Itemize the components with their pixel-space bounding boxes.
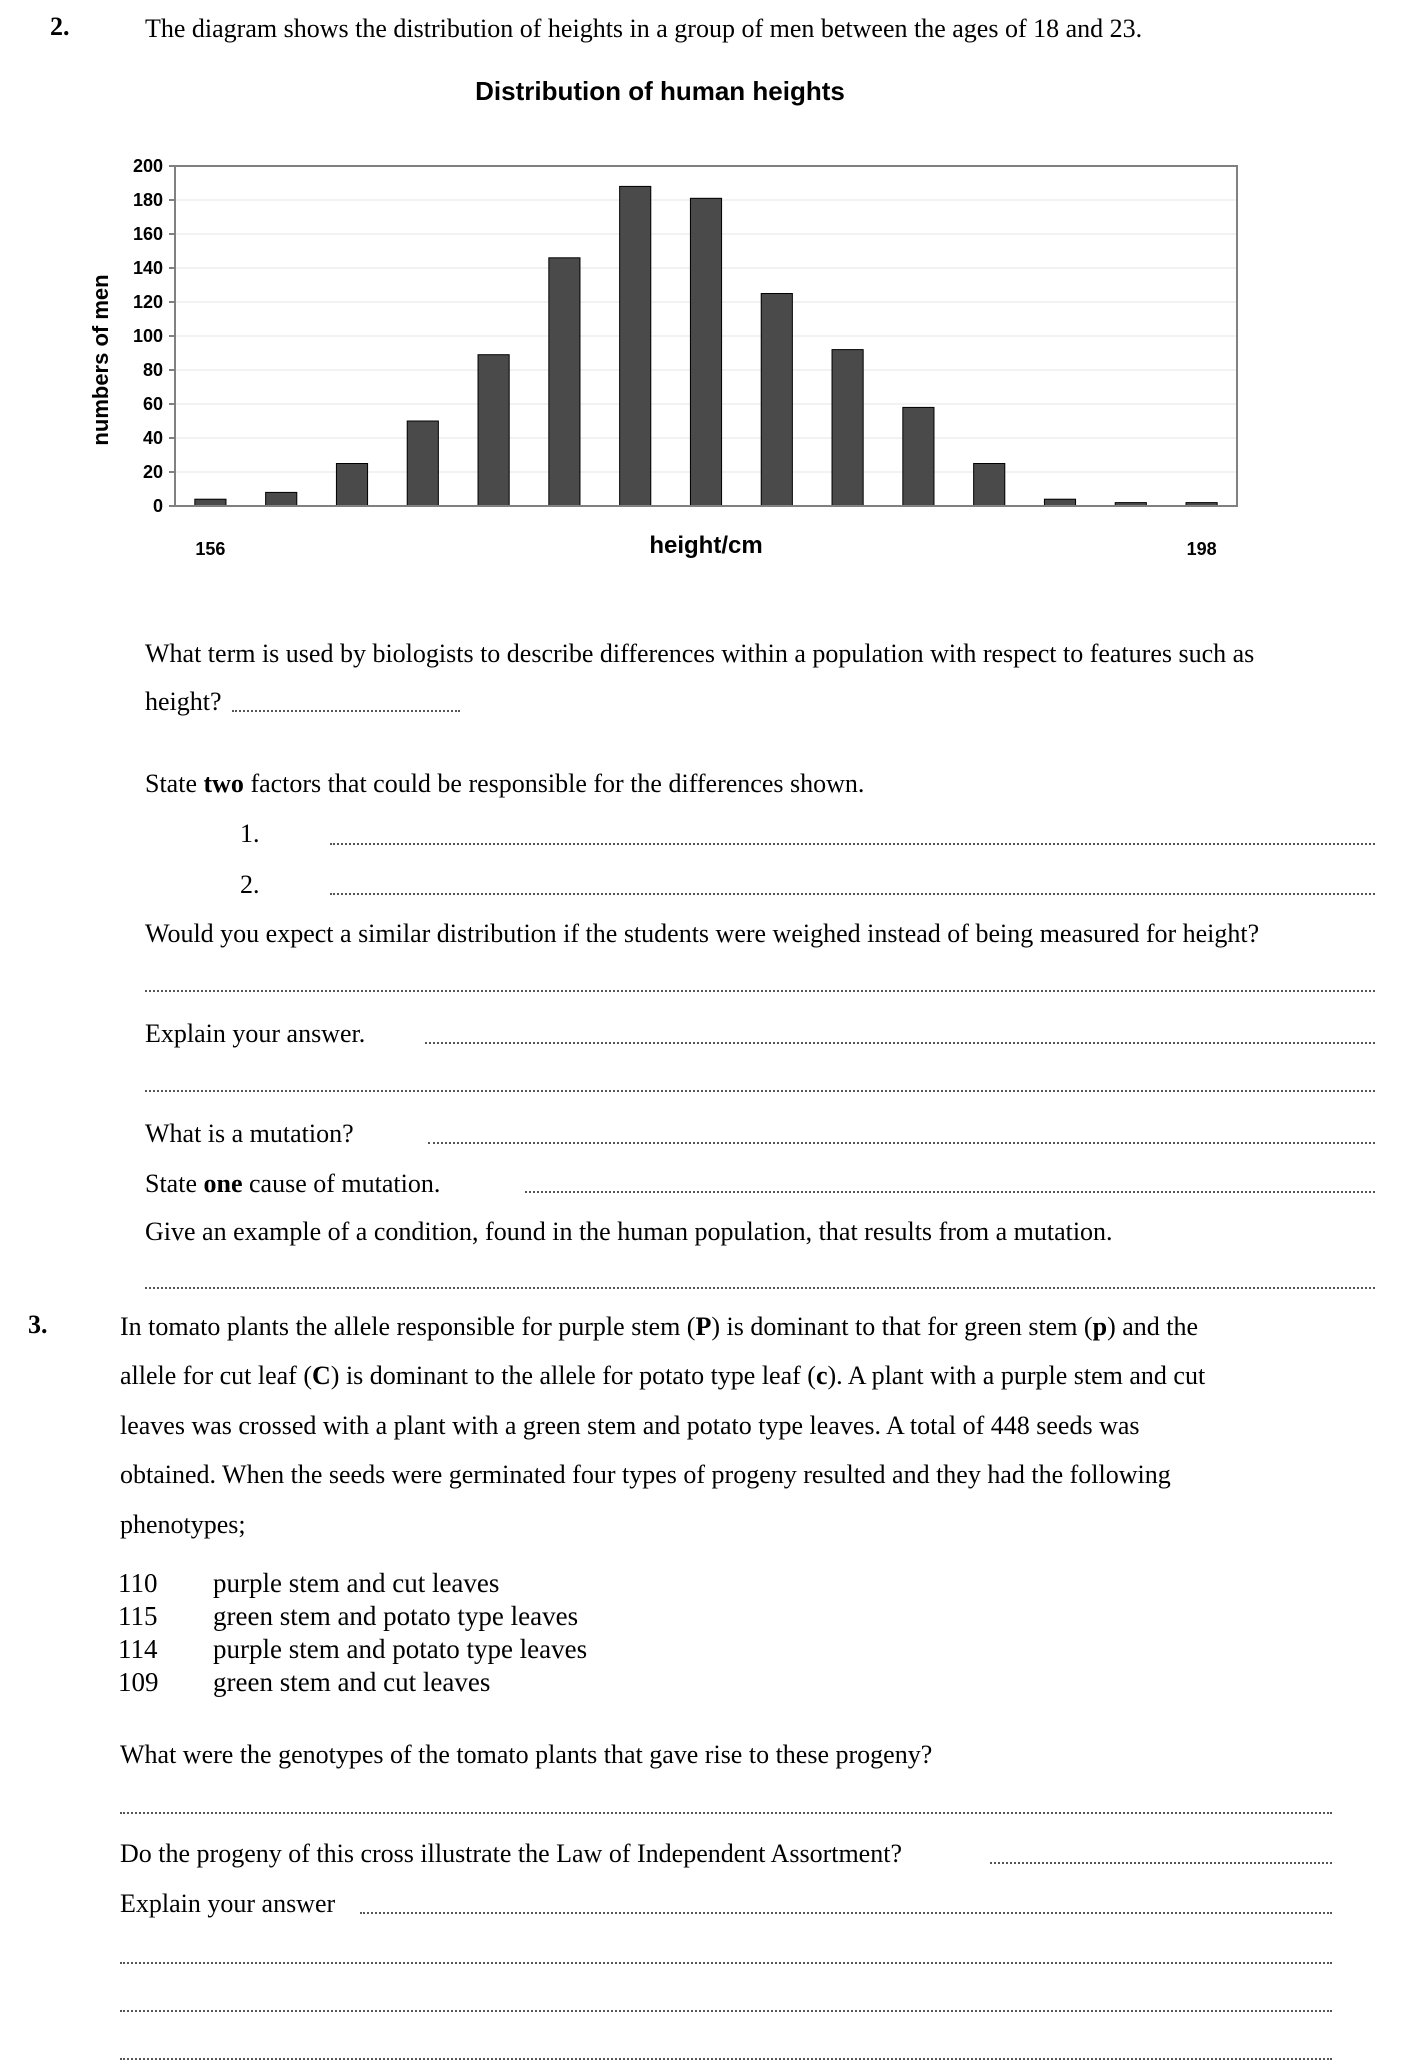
bar <box>1044 499 1075 506</box>
q3-p2-b: C <box>312 1361 331 1390</box>
question-cause-post: cause of mutation. <box>242 1169 441 1198</box>
progeny-count: 114 <box>118 1634 158 1664</box>
table-row <box>118 1600 587 1633</box>
progeny-phenotype: purple stem and cut leaves <box>213 1568 500 1598</box>
y-tick-label: 140 <box>132 258 163 278</box>
table-row <box>118 1567 587 1600</box>
q3-p2-e: ). A plant with a purple stem and cut <box>827 1361 1206 1390</box>
y-axis-label: numbers of men <box>88 274 113 446</box>
y-tick-label: 40 <box>142 428 163 448</box>
y-tick-label: 180 <box>132 190 163 210</box>
answer-line-factor-1[interactable] <box>330 843 1375 845</box>
progeny-phenotype: purple stem and potato type leaves <box>213 1634 588 1664</box>
progeny-phenotype: green stem and potato type leaves <box>213 1601 579 1631</box>
y-tick-label: 160 <box>132 224 163 244</box>
y-tick-label: 80 <box>142 360 163 380</box>
q3-p2-c: ) is dominant to the allele for potato type leaf ( <box>330 1361 816 1390</box>
bar <box>336 464 367 507</box>
question-law: Do the progeny of this cross illustrate the Law of Independent Assortment? <box>120 1839 902 1868</box>
q3-paragraph-line1 <box>120 1310 1198 1344</box>
question-factors <box>145 767 864 801</box>
question-weight: Would you expect a similar distribution if the students were weighed instead of being measured for height? <box>145 919 1260 948</box>
q3-paragraph-line5: phenotypes; <box>120 1510 246 1539</box>
answer-line-mutation[interactable] <box>428 1142 1375 1144</box>
bar <box>195 499 226 506</box>
bar <box>974 464 1005 507</box>
bar <box>266 492 297 506</box>
question-cause-pre: State <box>145 1169 204 1198</box>
question-term-line2: height? <box>145 687 222 716</box>
progeny-count: 110 <box>118 1568 158 1598</box>
bar <box>407 421 438 506</box>
q3-p1-e: ) and the <box>1107 1312 1199 1341</box>
question-factors-pre: State <box>145 769 204 798</box>
x-tick-label-last: 198 <box>1186 539 1217 559</box>
height-distribution-chart <box>60 60 1260 580</box>
progeny-table <box>118 1567 587 1699</box>
q3-paragraph-line4: obtained. When the seeds were germinated four types of progeny resulted and they had the following <box>120 1460 1171 1489</box>
q3-p1-b: P <box>695 1312 712 1341</box>
progeny-count: 115 <box>118 1601 158 1631</box>
y-tick-label: 120 <box>132 292 163 312</box>
table-row <box>118 1666 587 1699</box>
answer-line-explain-3b[interactable] <box>120 1962 1332 1964</box>
q3-p1-c: ) is dominant to that for green stem ( <box>711 1312 1093 1341</box>
q3-p2-d: c <box>815 1361 828 1390</box>
question-factors-bold: two <box>203 769 244 798</box>
x-tick-label-first: 156 <box>195 539 226 559</box>
q3-paragraph-line2 <box>120 1359 1205 1393</box>
answer-line-explain-3d[interactable] <box>120 2058 1332 2060</box>
y-tick-labels <box>133 156 175 516</box>
question-term-line1: What term is used by biologists to describe differences within a population with respect to features such as <box>145 639 1255 668</box>
q3-p1-a: In tomato plants the allele responsible for purple stem ( <box>120 1312 696 1341</box>
y-tick-label: 60 <box>142 394 163 414</box>
question-genotypes: What were the genotypes of the tomato plants that gave rise to these progeny? <box>120 1740 933 1769</box>
factor-2-label: 2. <box>240 870 260 899</box>
x-axis-label: height/cm <box>649 532 763 559</box>
bar <box>620 186 651 506</box>
answer-line-factor-2[interactable] <box>330 893 1375 895</box>
q3-paragraph-line3: leaves was crossed with a plant with a green stem and potato type leaves. A total of 448 seeds was <box>120 1411 1140 1440</box>
question-3-number: 3. <box>28 1310 48 1339</box>
q3-p2-a: allele for cut leaf ( <box>120 1361 312 1390</box>
question-cause <box>145 1167 440 1201</box>
question-explain: Explain your answer. <box>145 1019 366 1048</box>
bar <box>832 350 863 506</box>
question-mutation: What is a mutation? <box>145 1119 354 1148</box>
answer-line-weight[interactable] <box>145 990 1375 992</box>
y-tick-label: 20 <box>142 462 163 482</box>
question-2-number: 2. <box>50 12 70 41</box>
answer-line-example[interactable] <box>145 1287 1375 1289</box>
answer-line-explain-3a[interactable] <box>360 1912 1332 1914</box>
bar <box>478 355 509 506</box>
question-explain-3: Explain your answer <box>120 1889 336 1918</box>
answer-line-explain-1[interactable] <box>425 1042 1375 1044</box>
y-tick-label: 0 <box>152 496 163 516</box>
progeny-count: 109 <box>118 1667 159 1697</box>
answer-line-law[interactable] <box>990 1862 1332 1864</box>
answer-line-explain-2[interactable] <box>145 1090 1375 1092</box>
question-factors-post: factors that could be responsible for the differences shown. <box>243 769 865 798</box>
y-tick-label: 200 <box>132 156 163 176</box>
question-example: Give an example of a condition, found in the human population, that results from a mutation. <box>145 1217 1113 1246</box>
bar <box>549 258 580 506</box>
bar <box>761 294 792 507</box>
q3-p1-d: p <box>1092 1312 1108 1341</box>
answer-line-genotypes[interactable] <box>120 1812 1332 1814</box>
question-2-intro: The diagram shows the distribution of heights in a group of men between the ages of 18 and 23. <box>145 14 1143 43</box>
bar <box>690 198 721 506</box>
y-tick-label: 100 <box>132 326 163 346</box>
table-row <box>118 1633 587 1666</box>
progeny-phenotype: green stem and cut leaves <box>213 1667 491 1697</box>
question-cause-bold: one <box>203 1169 243 1198</box>
answer-line-term[interactable] <box>232 710 460 712</box>
bar <box>903 407 934 506</box>
factor-1-label: 1. <box>240 819 260 848</box>
answer-line-explain-3c[interactable] <box>120 2010 1332 2012</box>
chart-title: Distribution of human heights <box>475 76 845 106</box>
answer-line-cause[interactable] <box>525 1191 1375 1193</box>
